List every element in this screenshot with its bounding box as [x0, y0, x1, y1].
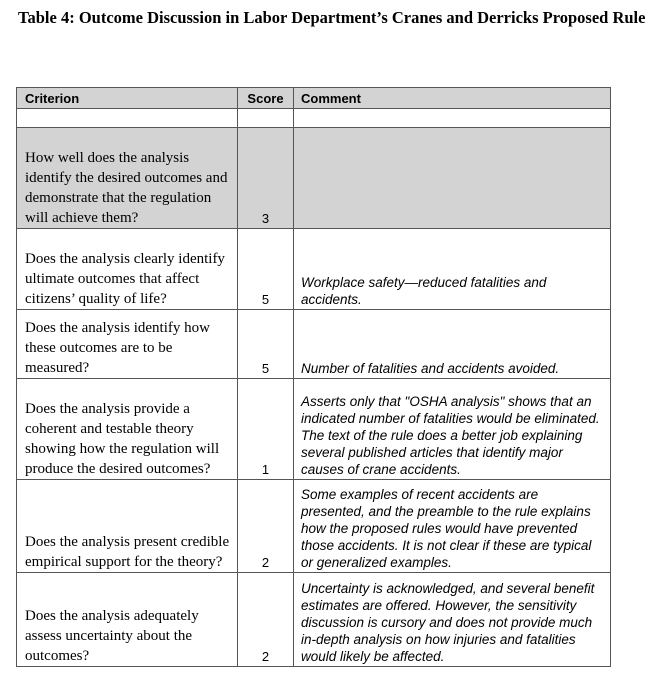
header-score: Score [238, 88, 294, 109]
table-row [17, 379, 611, 480]
score-cell: 3 [238, 128, 294, 229]
spacer-cell [294, 109, 611, 128]
spacer-cell [17, 109, 238, 128]
table-row [17, 128, 611, 229]
outcome-table [16, 87, 611, 667]
table-header-row [17, 88, 611, 109]
criterion-cell: Does the analysis adequately assess uncertainty about the outcomes? [17, 573, 238, 667]
score-cell: 1 [238, 379, 294, 480]
score-cell: 5 [238, 229, 294, 310]
table-row [17, 480, 611, 573]
score-cell: 5 [238, 310, 294, 379]
criterion-cell: Does the analysis identify how these outcomes are to be measured? [17, 310, 238, 379]
table-row [17, 310, 611, 379]
score-cell: 2 [238, 480, 294, 573]
comment-cell: Workplace safety—reduced fatalities and accidents. [294, 229, 611, 310]
comment-cell: Uncertainty is acknowledged, and several benefit estimates are offered. However, the sensitivity discussion is cursory and does not provide much in-depth analysis on how injuries and fatalities would likely be affected. [294, 573, 611, 667]
header-comment: Comment [294, 88, 611, 109]
header-criterion: Criterion [17, 88, 238, 109]
spacer-row [17, 109, 611, 128]
score-cell: 2 [238, 573, 294, 667]
table-row [17, 573, 611, 667]
spacer-cell [238, 109, 294, 128]
comment-cell: Number of fatalities and accidents avoided. [294, 310, 611, 379]
comment-cell: Asserts only that "OSHA analysis" shows that an indicated number of fatalities would be eliminated. The text of the rule does a better job explaining several published articles that identify major causes of crane accidents. [294, 379, 611, 480]
criterion-cell: Does the analysis provide a coherent and testable theory showing how the regulation will produce the desired outcomes? [17, 379, 238, 480]
criterion-cell: Does the analysis clearly identify ultimate outcomes that affect citizens’ quality of life? [17, 229, 238, 310]
comment-cell [294, 128, 611, 229]
table-row [17, 229, 611, 310]
criterion-cell: How well does the analysis identify the desired outcomes and demonstrate that the regulation will achieve them? [17, 128, 238, 229]
criterion-cell: Does the analysis present credible empirical support for the theory? [17, 480, 238, 573]
comment-cell: Some examples of recent accidents are presented, and the preamble to the rule explains how the proposed rules would have prevented those accidents. It is not clear if these are typical or generalized examples. [294, 480, 611, 573]
table-title: Table 4: Outcome Discussion in Labor Department’s Cranes and Derricks Proposed Rule [18, 8, 646, 27]
